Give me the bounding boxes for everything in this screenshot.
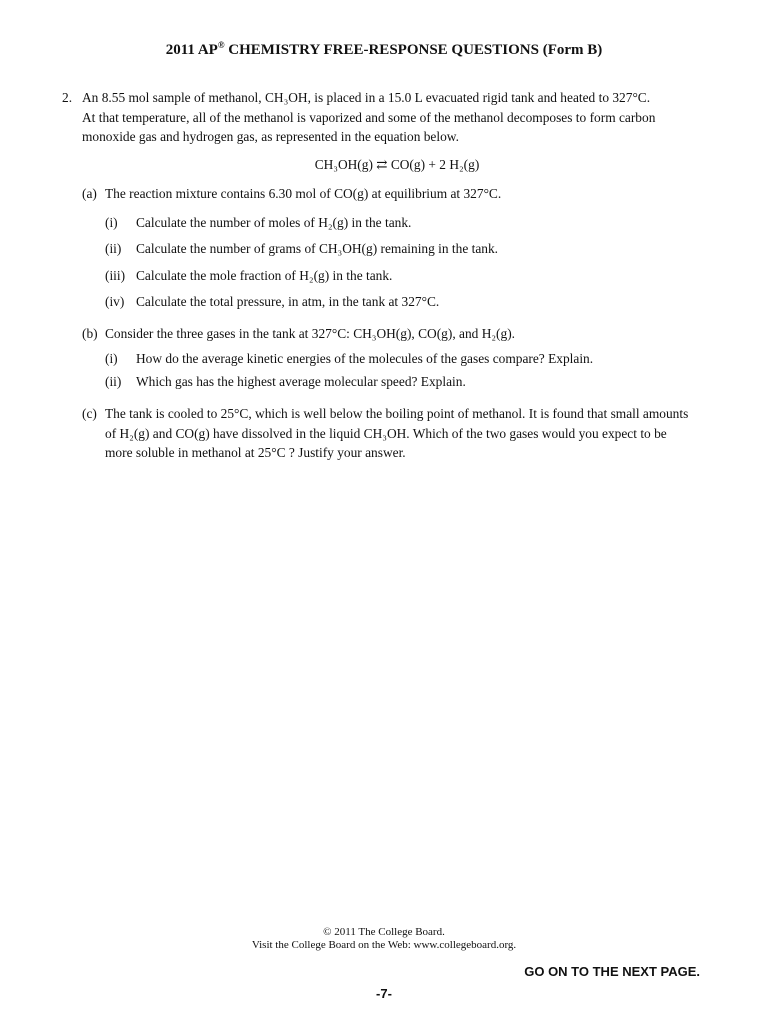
subpart-label: (iii) xyxy=(105,267,126,283)
part-a-sub-iv xyxy=(62,292,712,312)
intro-line: At that temperature, all of the methanol is vaporized and some of the methanol decomposes to form carbon xyxy=(82,109,656,125)
page-number: -7- xyxy=(376,986,392,1001)
intro-line: monoxide gas and hydrogen gas, as represented in the equation below. xyxy=(82,129,459,144)
part-text: Consider the three gases in the tank at 327°C: CH₃OH(g), CO(g), and H₂(g). xyxy=(105,325,516,341)
part-label: (b) xyxy=(82,325,98,341)
subpart-label: (i) xyxy=(105,214,118,230)
title-prefix: 2011 AP xyxy=(165,42,218,58)
intro-line: An 8.55 mol sample of methanol, CH₃OH, is placed in a 15.0 L evacuated rigid tank and heated to 327°C. xyxy=(82,90,651,105)
subpart-text: Calculate the total pressure, in atm, in the tank at 327°C. xyxy=(136,294,440,309)
part-a xyxy=(62,184,712,204)
part-text: The reaction mixture contains 6.30 mol of CO(g) at equilibrium at 327°C. xyxy=(105,186,502,201)
subpart-text: Calculate the number of grams of CH₃OH(g) remaining in the tank. xyxy=(136,241,499,256)
part-a-sub-ii xyxy=(62,239,712,259)
copyright-text: © 2011 The College Board. xyxy=(323,926,445,938)
question-intro xyxy=(62,88,712,147)
title-suffix: CHEMISTRY FREE-RESPONSE QUESTIONS (Form B) xyxy=(224,42,603,58)
part-label: (c) xyxy=(82,406,97,421)
part-b-sub-i xyxy=(62,349,712,369)
footer-copyright xyxy=(0,926,768,952)
subpart-label: (ii) xyxy=(105,241,122,256)
question-number: 2. xyxy=(62,90,73,105)
subpart-label: (iv) xyxy=(105,294,125,309)
subpart-label: (ii) xyxy=(105,373,122,389)
part-b-sub-ii xyxy=(62,372,712,392)
page-title xyxy=(0,40,768,59)
registered-mark: ® xyxy=(217,40,225,50)
part-a-sub-i xyxy=(62,213,712,233)
part-a-sub-iii xyxy=(62,266,712,286)
subpart-text: Calculate the mole fraction of H₂(g) in the tank. xyxy=(136,267,393,283)
question-block xyxy=(62,88,712,463)
part-text-line: more soluble in methanol at 25°C ? Justify your answer. xyxy=(105,445,406,460)
part-c xyxy=(62,404,712,463)
subpart-text: Calculate the number of moles of H₂(g) in the tank. xyxy=(136,214,412,230)
part-text-line: of H₂(g) and CO(g) have dissolved in the liquid CH₃OH. Which of the two gases would you expect to be xyxy=(105,425,667,441)
subpart-text: How do the average kinetic energies of the molecules of the gases compare? Explain. xyxy=(136,351,594,366)
subpart-label: (i) xyxy=(105,351,118,366)
part-label: (a) xyxy=(82,186,97,201)
reaction-equation: CH₃OH(g) ⇄ CO(g) + 2 H₂(g) xyxy=(314,156,480,172)
go-on-notice: GO ON TO THE NEXT PAGE. xyxy=(524,964,700,979)
subpart-text: Which gas has the highest average molecular speed? Explain. xyxy=(136,373,466,389)
part-text-line: The tank is cooled to 25°C, which is well below the boiling point of methanol. It is found that small amounts xyxy=(105,406,689,421)
part-b xyxy=(62,324,712,344)
website-text: Visit the College Board on the Web: www.collegeboard.org. xyxy=(251,939,517,951)
